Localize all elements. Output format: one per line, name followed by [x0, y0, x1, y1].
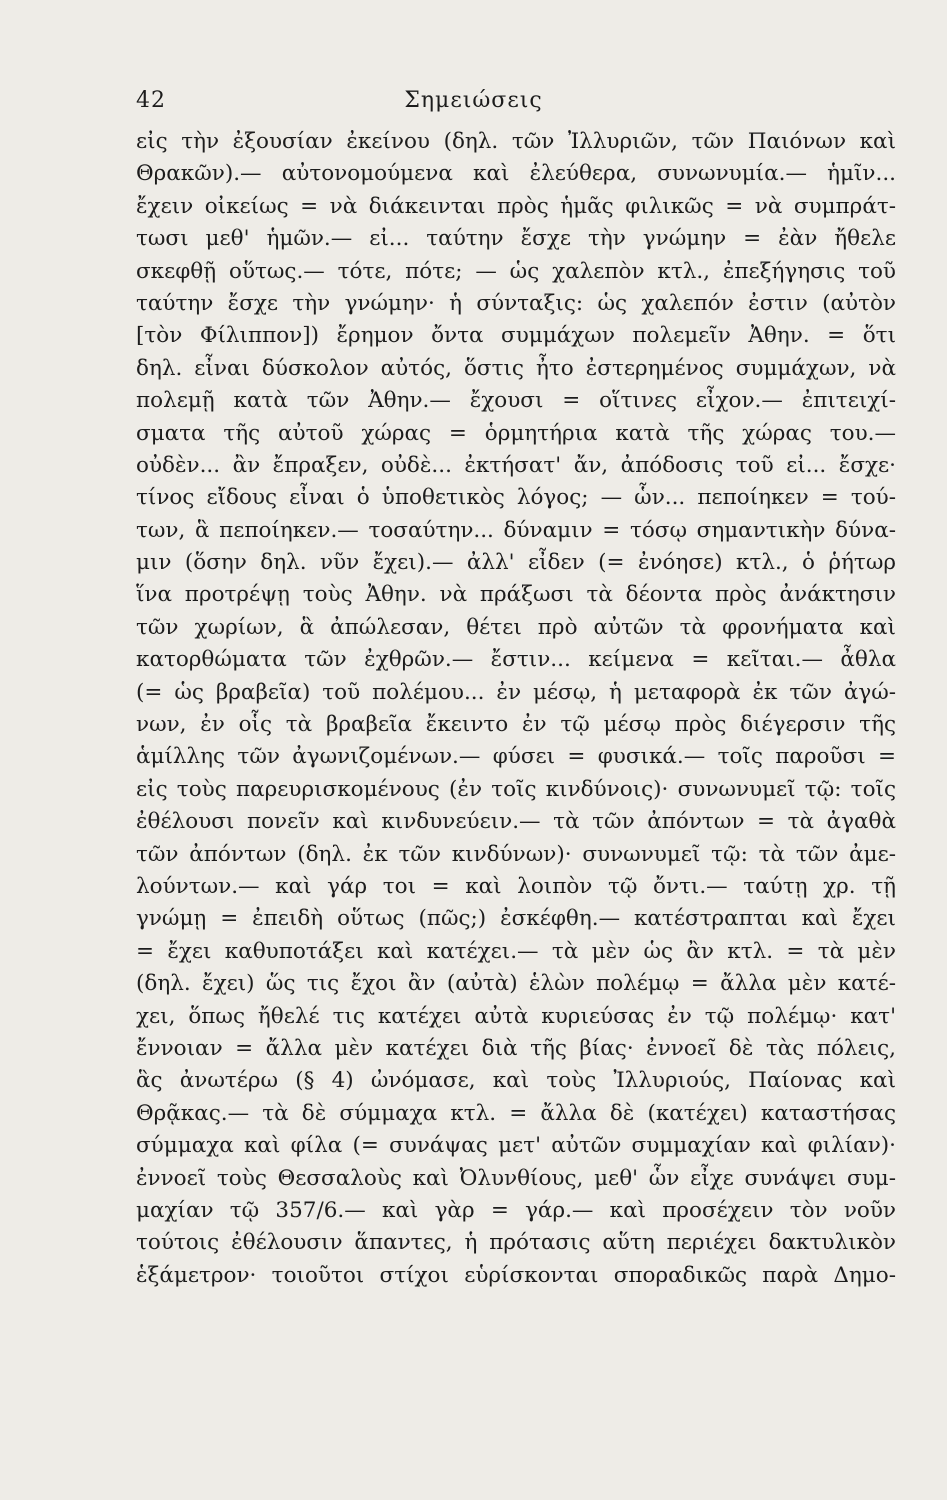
body-text [136, 126, 896, 1292]
page-number: 42 [136, 88, 166, 113]
text-line: ἑξάμετρον· τοιοῦτοι στίχοι εὑρίσκονται σποραδικῶς παρὰ Δημο- [136, 1262, 896, 1288]
text-line: τῶν χωρίων, ἃ ἀπώλεσαν, θέτει πρὸ αὐτῶν τὰ φρονήματα καὶ [136, 614, 896, 640]
text-line: τῶν ἀπόντων (δηλ. ἐκ τῶν κινδύνων)· συνωνυμεῖ τῷ: τὰ τῶν ἀμε- [136, 841, 896, 867]
text-line: σματα τῆς αὐτοῦ χώρας = ὁρμητήρια κατὰ τῆς χώρας του.— [136, 420, 896, 446]
text-line: ἵνα προτρέψῃ τοὺς Ἀθην. νὰ πράξωσι τὰ δέοντα πρὸς ἀνάκτησιν [136, 582, 896, 608]
text-line: ταύτην ἔσχε τὴν γνώμην· ἡ σύνταξις: ὡς χαλεπόν ἐστιν (αὐτὸν [136, 290, 896, 316]
text-line: σκεφθῇ οὕτως.— τότε, πότε; — ὡς χαλεπὸν κτλ., ἐπεξήγησις τοῦ [136, 258, 896, 284]
text-line: (= ὡς βραβεῖα) τοῦ πολέμου... ἐν μέσῳ, ἡ μεταφορὰ ἐκ τῶν ἀγώ- [136, 679, 896, 705]
text-line: δηλ. εἶναι δύσκολον αὐτός, ὅστις ἦτο ἐστερημένος συμμάχων, νὰ [136, 355, 896, 381]
text-line: ἐννοεῖ τοὺς Θεσσαλοὺς καὶ Ὀλυνθίους, μεθ' ὧν εἶχε συνάψει συμ- [136, 1165, 896, 1191]
text-line: ἔχειν οἰκείως = νὰ διάκεινται πρὸς ἡμᾶς φιλικῶς = νὰ συμπράτ- [136, 193, 896, 219]
text-line: τούτοις ἐθέλουσιν ἅπαντες, ἡ πρότασις αὕτη περιέχει δακτυλικὸν [136, 1230, 896, 1256]
text-line: τωσι μεθ' ἡμῶν.— εἰ... ταύτην ἔσχε τὴν γνώμην = ἐὰν ἤθελε [136, 226, 896, 252]
text-line: πολεμῇ κατὰ τῶν Ἀθην.— ἔχουσι = οἵτινες εἶχον.— ἐπιτειχί- [136, 388, 896, 414]
text-line: Θρακῶν).— αὐτονομούμενα καὶ ἐλεύθερα, συνωνυμία.— ἡμῖν... [136, 161, 896, 187]
running-head: Σημειώσεις [404, 88, 543, 113]
text-line: τίνος εἴδους εἶναι ὁ ὑποθετικὸς λόγος; — ὧν... πεποίηκεν = τού- [136, 485, 896, 511]
text-line: μιν (ὅσην δηλ. νῦν ἔχει).— ἀλλ' εἶδεν (= ἐνόησε) κτλ., ὁ ῥήτωρ [136, 550, 896, 576]
text-line: ἁμίλλης τῶν ἀγωνιζομένων.— φύσει = φυσικά.— τοῖς παροῦσι = [136, 744, 896, 770]
text-line: χει, ὅπως ἤθελέ τις κατέχει αὐτὰ κυριεύσας ἐν τῷ πολέμῳ· κατ' [136, 1003, 896, 1029]
text-line: εἰς τὴν ἐξουσίαν ἐκείνου (δηλ. τῶν Ἰλλυριῶν, τῶν Παιόνων καὶ [136, 129, 896, 154]
text-line: γνώμῃ = ἐπειδὴ οὕτως (πῶς;) ἐσκέφθη.— κατέστραπται καὶ ἔχει [136, 906, 896, 932]
text-line: εἰς τοὺς παρευρισκομένους (ἐν τοῖς κινδύνοις)· συνωνυμεῖ τῷ: τοῖς [136, 776, 896, 802]
text-line: ἃς ἀνωτέρω (§ 4) ὠνόμασε, καὶ τοὺς Ἰλλυριούς, Παίονας καὶ [136, 1068, 896, 1094]
text-line: ἐθέλουσι πονεῖν καὶ κινδυνεύειν.— τὰ τῶν ἀπόντων = τὰ ἀγαθὰ [136, 809, 896, 835]
text-line: κατορθώματα τῶν ἐχθρῶν.— ἔστιν... κείμενα = κεῖται.— ἆθλα [136, 647, 896, 673]
text-line: λούντων.— καὶ γάρ τοι = καὶ λοιπὸν τῷ ὄντι.— ταύτῃ χρ. τῇ [136, 873, 896, 899]
text-line: μαχίαν τῷ 357/6.— καὶ γὰρ = γάρ.— καὶ προσέχειν τὸν νοῦν [136, 1197, 896, 1223]
text-line: σύμμαχα καὶ φίλα (= συνάψας μετ' αὐτῶν συμμαχίαν καὶ φιλίαν)· [136, 1133, 896, 1159]
text-line: οὐδὲν... ἂν ἔπραξεν, οὐδὲ... ἐκτήσατ' ἄν, ἀπόδοσις τοῦ εἰ... ἔσχε· [136, 452, 896, 478]
text-line: ἔννοιαν = ἄλλα μὲν κατέχει διὰ τῆς βίας· ἐννοεῖ δὲ τὰς πόλεις, [136, 1035, 896, 1061]
text-line: [τὸν Φίλιππον]) ἔρημον ὄντα συμμάχων πολεμεῖν Ἀθην. = ὅτι [136, 323, 896, 349]
text-line: = ἔχει καθυποτάξει καὶ κατέχει.— τὰ μὲν ὡς ἂν κτλ. = τὰ μὲν [136, 938, 896, 964]
text-line: (δηλ. ἔχει) ὥς τις ἔχοι ἂν (αὐτὰ) ἑλὼν πολέμῳ = ἄλλα μὲν κατέ- [136, 971, 896, 997]
text-line: των, ἃ πεποίηκεν.— τοσαύτην... δύναμιν = τόσῳ σημαντικὴν δύνα- [136, 517, 896, 543]
text-line: νων, ἐν οἷς τὰ βραβεῖα ἔκειντο ἐν τῷ μέσῳ πρὸς διέγερσιν τῆς [136, 712, 896, 738]
text-line: Θρᾷκας.— τὰ δὲ σύμμαχα κτλ. = ἄλλα δὲ (κατέχει) καταστήσας [136, 1100, 896, 1126]
